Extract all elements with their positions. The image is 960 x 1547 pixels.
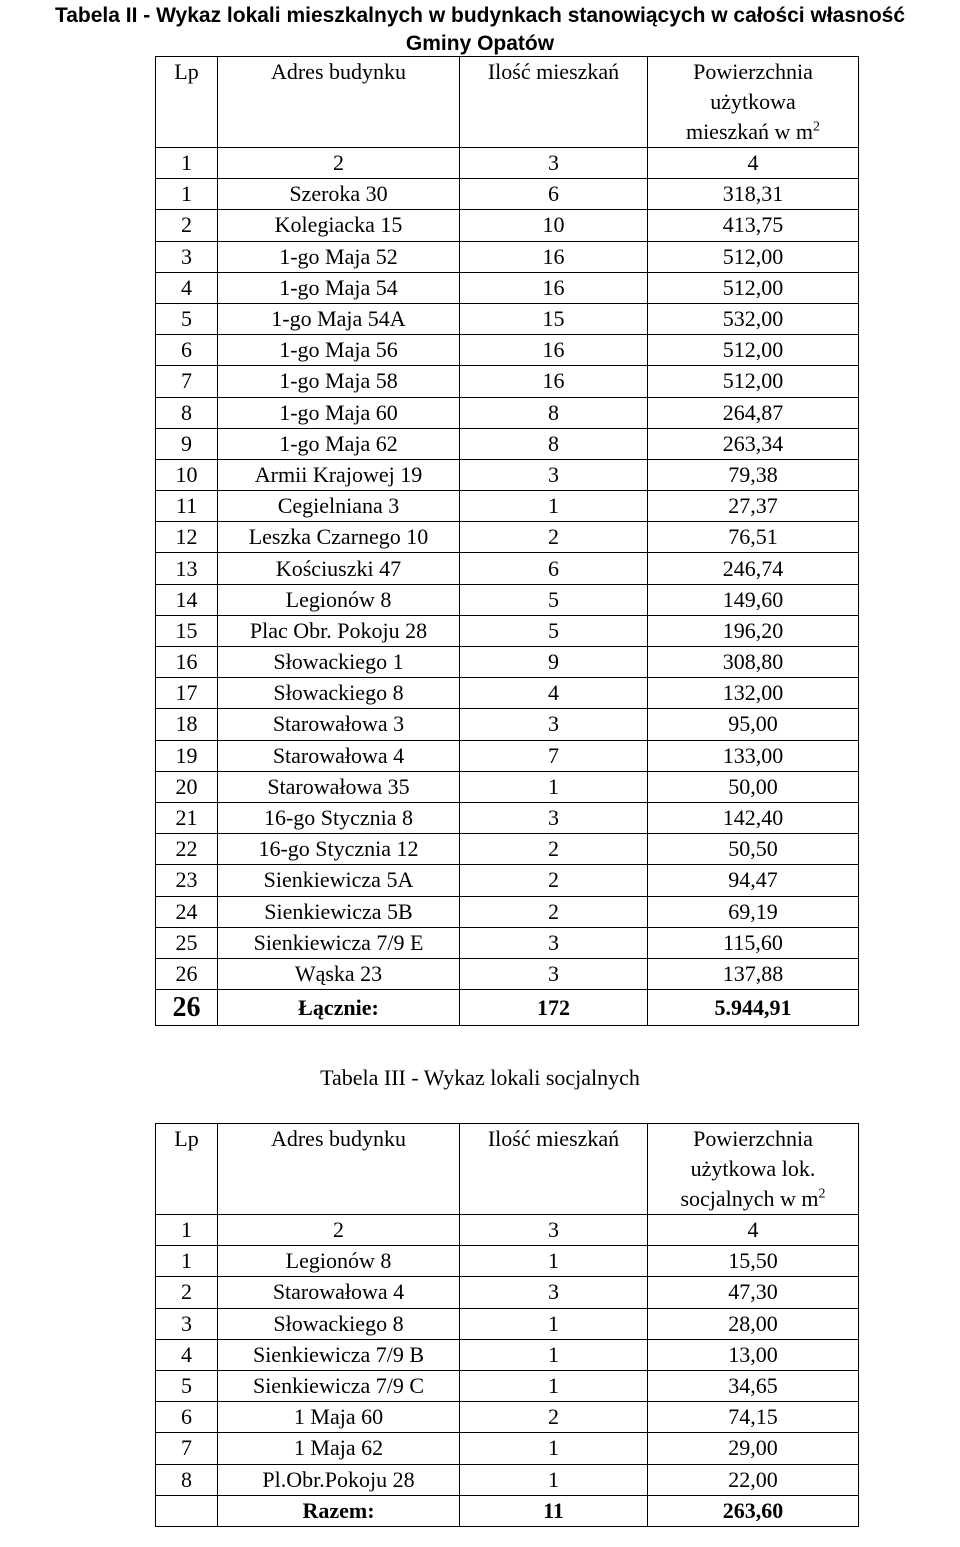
table2-total-row	[156, 990, 859, 1026]
row-powierzchnia: 308,80	[648, 647, 859, 678]
row-ilosc: 10	[460, 210, 648, 241]
row-powierzchnia: 196,20	[648, 615, 859, 646]
row-adres: Słowackiego 8	[218, 678, 460, 709]
table3-title: Tabela III - Wykaz lokali socjalnych	[320, 1065, 640, 1090]
table-row	[156, 491, 859, 522]
row-powierzchnia: 132,00	[648, 678, 859, 709]
row-adres: Leszka Czarnego 10	[218, 522, 460, 553]
row-ilosc: 16	[460, 272, 648, 303]
row-powierzchnia: 318,31	[648, 179, 859, 210]
row-adres: Starowałowa 4	[218, 740, 460, 771]
table2-header-pow-line1: Powierzchnia	[693, 59, 813, 84]
table-row	[156, 802, 859, 833]
row-adres: 1-go Maja 60	[218, 397, 460, 428]
row-ilosc: 3	[460, 709, 648, 740]
row-ilosc: 4	[460, 678, 648, 709]
row-lp: 10	[156, 459, 218, 490]
row-lp: 11	[156, 491, 218, 522]
row-adres: Kolegiacka 15	[218, 210, 460, 241]
table-row	[156, 428, 859, 459]
row-lp: 4	[156, 1339, 218, 1370]
row-lp: 20	[156, 771, 218, 802]
row-ilosc: 16	[460, 366, 648, 397]
row-adres: Starowałowa 35	[218, 771, 460, 802]
table3	[155, 1123, 859, 1527]
table2-header-lp: Lp	[156, 57, 218, 148]
row-powierzchnia: 69,19	[648, 896, 859, 927]
table-row	[156, 615, 859, 646]
table-row	[156, 272, 859, 303]
table3-header-lp: Lp	[156, 1124, 218, 1215]
table2-header-adres: Adres budynku	[218, 57, 460, 148]
row-lp: 21	[156, 802, 218, 833]
table2-header-row	[156, 57, 859, 148]
row-ilosc: 1	[460, 1464, 648, 1495]
row-adres: 1-go Maja 58	[218, 366, 460, 397]
row-ilosc: 1	[460, 1246, 648, 1277]
row-lp: 4	[156, 272, 218, 303]
table2-header-pow-unit: mieszkań w m	[685, 119, 814, 144]
row-powierzchnia: 28,00	[648, 1308, 859, 1339]
row-adres: Sienkiewicza 7/9 E	[218, 927, 460, 958]
row-adres: 1-go Maja 54A	[218, 303, 460, 334]
row-powierzchnia: 76,51	[648, 522, 859, 553]
table-row	[156, 1370, 859, 1401]
table3-header-pow-line2: użytkowa lok.	[690, 1156, 816, 1181]
row-adres: Starowałowa 4	[218, 1277, 460, 1308]
table3-numbering-row	[156, 1215, 859, 1246]
row-lp: 8	[156, 1464, 218, 1495]
row-adres: Plac Obr. Pokoju 28	[218, 615, 460, 646]
row-adres: Sienkiewicza 7/9 B	[218, 1339, 460, 1370]
table-row	[156, 740, 859, 771]
row-powierzchnia: 47,30	[648, 1277, 859, 1308]
table-row	[156, 335, 859, 366]
row-adres: 1-go Maja 56	[218, 335, 460, 366]
table3-header-pow-line1: Powierzchnia	[693, 1126, 813, 1151]
row-adres: 16-go Stycznia 8	[218, 802, 460, 833]
table-row	[156, 210, 859, 241]
row-ilosc: 3	[460, 459, 648, 490]
table3-header-row	[156, 1124, 859, 1215]
table-row	[156, 647, 859, 678]
row-adres: Sienkiewicza 5A	[218, 865, 460, 896]
row-adres: Starowałowa 3	[218, 709, 460, 740]
row-lp: 26	[156, 958, 218, 989]
total-lp	[156, 1495, 218, 1526]
row-adres: Szeroka 30	[218, 179, 460, 210]
row-lp: 5	[156, 1370, 218, 1401]
table-row	[156, 1402, 859, 1433]
table-row	[156, 771, 859, 802]
row-ilosc: 5	[460, 615, 648, 646]
table-row	[156, 865, 859, 896]
row-ilosc: 6	[460, 179, 648, 210]
row-lp: 15	[156, 615, 218, 646]
row-powierzchnia: 263,34	[648, 428, 859, 459]
table2-header-pow-sup: 2	[813, 119, 821, 135]
row-ilosc: 6	[460, 553, 648, 584]
row-powierzchnia: 95,00	[648, 709, 859, 740]
row-lp: 13	[156, 553, 218, 584]
row-adres: Sienkiewicza 5B	[218, 896, 460, 927]
row-adres: Sienkiewicza 7/9 C	[218, 1370, 460, 1401]
row-lp: 9	[156, 428, 218, 459]
row-adres: 1-go Maja 62	[218, 428, 460, 459]
row-powierzchnia: 133,00	[648, 740, 859, 771]
row-powierzchnia: 94,47	[648, 865, 859, 896]
row-ilosc: 7	[460, 740, 648, 771]
row-adres: Cegielniana 3	[218, 491, 460, 522]
row-adres: 1-go Maja 54	[218, 272, 460, 303]
row-lp: 18	[156, 709, 218, 740]
row-ilosc: 1	[460, 771, 648, 802]
row-ilosc: 2	[460, 834, 648, 865]
table-row	[156, 303, 859, 334]
row-lp: 7	[156, 366, 218, 397]
total-powierzchnia: 5.944,91	[648, 990, 859, 1026]
table-row	[156, 459, 859, 490]
row-ilosc: 16	[460, 335, 648, 366]
total-ilosc: 172	[460, 990, 648, 1026]
row-adres: 1 Maja 60	[218, 1402, 460, 1433]
row-powierzchnia: 79,38	[648, 459, 859, 490]
row-ilosc: 9	[460, 647, 648, 678]
total-lp: 26	[156, 990, 218, 1026]
table-row	[156, 896, 859, 927]
row-lp: 6	[156, 1402, 218, 1433]
row-ilosc: 1	[460, 1339, 648, 1370]
table-row	[156, 522, 859, 553]
row-powierzchnia: 246,74	[648, 553, 859, 584]
row-lp: 23	[156, 865, 218, 896]
table2-title-line2: Gminy Opatów	[405, 32, 555, 55]
table3-num-3: 3	[460, 1215, 648, 1246]
row-ilosc: 1	[460, 1308, 648, 1339]
table2-body	[156, 57, 859, 1026]
row-adres: Słowackiego 1	[218, 647, 460, 678]
row-lp: 16	[156, 647, 218, 678]
row-adres: 1 Maja 62	[218, 1433, 460, 1464]
table-row	[156, 709, 859, 740]
table3-header-pow-line3	[648, 1184, 858, 1214]
table-row	[156, 584, 859, 615]
table3-header-pow-unit: socjalnych w m	[680, 1186, 819, 1211]
row-ilosc: 3	[460, 1277, 648, 1308]
table3-num-1: 1	[156, 1215, 218, 1246]
table-row	[156, 834, 859, 865]
table-row	[156, 179, 859, 210]
table2-header-pow-line2: użytkowa	[710, 89, 796, 114]
table2-title-line1: Tabela II - Wykaz lokali mieszkalnych w budynkach stanowiących w całości własność	[54, 4, 906, 27]
row-lp: 5	[156, 303, 218, 334]
table3-header-powierzchnia	[648, 1124, 859, 1215]
row-adres: Armii Krajowej 19	[218, 459, 460, 490]
row-lp: 25	[156, 927, 218, 958]
row-powierzchnia: 34,65	[648, 1370, 859, 1401]
table-row	[156, 1277, 859, 1308]
row-powierzchnia: 115,60	[648, 927, 859, 958]
table3-num-2: 2	[218, 1215, 460, 1246]
row-lp: 1	[156, 1246, 218, 1277]
row-powierzchnia: 512,00	[648, 335, 859, 366]
row-lp: 17	[156, 678, 218, 709]
row-powierzchnia: 512,00	[648, 241, 859, 272]
row-adres: 1-go Maja 52	[218, 241, 460, 272]
row-powierzchnia: 142,40	[648, 802, 859, 833]
row-ilosc: 3	[460, 927, 648, 958]
table-row	[156, 1464, 859, 1495]
table3-total-row	[156, 1495, 859, 1526]
row-lp: 1	[156, 179, 218, 210]
row-ilosc: 8	[460, 397, 648, 428]
table-row	[156, 553, 859, 584]
row-powierzchnia: 27,37	[648, 491, 859, 522]
table-row	[156, 366, 859, 397]
table-row	[156, 958, 859, 989]
table2-numbering-row	[156, 148, 859, 179]
row-powierzchnia: 13,00	[648, 1339, 859, 1370]
row-adres: Słowackiego 8	[218, 1308, 460, 1339]
row-powierzchnia: 50,50	[648, 834, 859, 865]
row-powierzchnia: 15,50	[648, 1246, 859, 1277]
table2-header-ilosc: Ilość mieszkań	[460, 57, 648, 148]
table2-num-4: 4	[648, 148, 859, 179]
row-ilosc: 1	[460, 1433, 648, 1464]
row-lp: 14	[156, 584, 218, 615]
table3-body	[156, 1124, 859, 1527]
row-powierzchnia: 413,75	[648, 210, 859, 241]
table-row	[156, 241, 859, 272]
row-powierzchnia: 29,00	[648, 1433, 859, 1464]
row-powierzchnia: 50,00	[648, 771, 859, 802]
row-powierzchnia: 532,00	[648, 303, 859, 334]
table2-header-powierzchnia	[648, 57, 859, 148]
row-powierzchnia: 264,87	[648, 397, 859, 428]
table2-num-1: 1	[156, 148, 218, 179]
row-adres: Legionów 8	[218, 1246, 460, 1277]
row-lp: 22	[156, 834, 218, 865]
row-lp: 2	[156, 1277, 218, 1308]
row-lp: 3	[156, 241, 218, 272]
row-ilosc: 2	[460, 1402, 648, 1433]
table3-header-ilosc: Ilość mieszkań	[460, 1124, 648, 1215]
table2-num-2: 2	[218, 148, 460, 179]
row-powierzchnia: 137,88	[648, 958, 859, 989]
row-adres: Legionów 8	[218, 584, 460, 615]
row-ilosc: 16	[460, 241, 648, 272]
table2-title	[0, 2, 960, 58]
row-adres: Kościuszki 47	[218, 553, 460, 584]
table2-num-3: 3	[460, 148, 648, 179]
total-ilosc: 11	[460, 1495, 648, 1526]
row-adres: 16-go Stycznia 12	[218, 834, 460, 865]
row-ilosc: 8	[460, 428, 648, 459]
row-lp: 24	[156, 896, 218, 927]
row-powierzchnia: 22,00	[648, 1464, 859, 1495]
row-ilosc: 15	[460, 303, 648, 334]
table-row	[156, 1246, 859, 1277]
row-adres: Pl.Obr.Pokoju 28	[218, 1464, 460, 1495]
table-row	[156, 1308, 859, 1339]
table2	[155, 56, 859, 1026]
total-label: Łącznie:	[218, 990, 460, 1026]
row-lp: 7	[156, 1433, 218, 1464]
table-row	[156, 1433, 859, 1464]
row-lp: 6	[156, 335, 218, 366]
row-lp: 2	[156, 210, 218, 241]
table2-header-pow-line3	[648, 117, 858, 147]
row-ilosc: 2	[460, 896, 648, 927]
total-powierzchnia: 263,60	[648, 1495, 859, 1526]
row-adres: Wąska 23	[218, 958, 460, 989]
total-label: Razem:	[218, 1495, 460, 1526]
row-lp: 19	[156, 740, 218, 771]
table3-num-4: 4	[648, 1215, 859, 1246]
row-ilosc: 1	[460, 1370, 648, 1401]
table-row	[156, 1339, 859, 1370]
table-row	[156, 927, 859, 958]
row-ilosc: 2	[460, 865, 648, 896]
row-powierzchnia: 512,00	[648, 366, 859, 397]
row-ilosc: 3	[460, 802, 648, 833]
table-row	[156, 397, 859, 428]
row-lp: 12	[156, 522, 218, 553]
table3-header-pow-sup: 2	[818, 1186, 826, 1202]
row-powierzchnia: 74,15	[648, 1402, 859, 1433]
row-ilosc: 5	[460, 584, 648, 615]
row-powierzchnia: 512,00	[648, 272, 859, 303]
table3-header-adres: Adres budynku	[218, 1124, 460, 1215]
row-lp: 3	[156, 1308, 218, 1339]
row-lp: 8	[156, 397, 218, 428]
row-ilosc: 2	[460, 522, 648, 553]
row-powierzchnia: 149,60	[648, 584, 859, 615]
row-ilosc: 3	[460, 958, 648, 989]
row-ilosc: 1	[460, 491, 648, 522]
table-row	[156, 678, 859, 709]
